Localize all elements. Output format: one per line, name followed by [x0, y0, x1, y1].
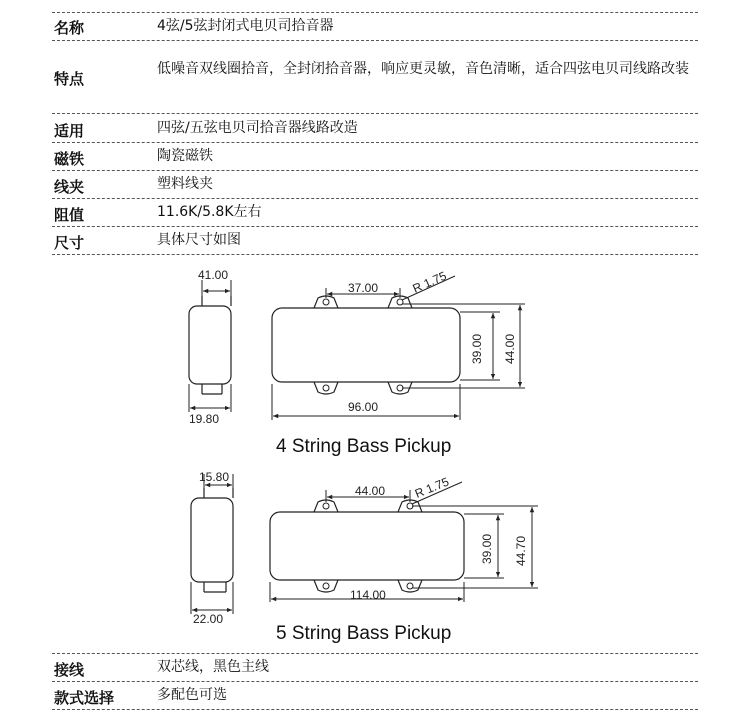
spec-label: 特点 [54, 70, 85, 88]
spec-value: 塑料线夹 [157, 176, 213, 192]
spec-value: 11.6K/5.8K左右 [157, 204, 262, 220]
spec-row-resistance [52, 199, 698, 227]
spec-row-wiring [52, 654, 698, 682]
spec-row-applicable [52, 114, 698, 143]
top-view-4-string [272, 276, 525, 420]
spec-label: 线夹 [54, 178, 85, 196]
dim-side-top-5: 15.80 [199, 470, 230, 484]
dim-outer-height-4: 44.00 [503, 333, 517, 364]
dim-inner-height-4: 39.00 [470, 333, 484, 364]
dim-hole-spacing-4: 37.00 [348, 281, 379, 295]
side-view-5-string [191, 474, 233, 614]
spec-row-name [52, 13, 698, 41]
dim-side-top-4: 41.00 [198, 268, 229, 282]
dim-length-5: 114.00 [350, 588, 386, 602]
caption-4-string: 4 String Bass Pickup [276, 436, 452, 457]
dim-outer-height-5: 44.70 [514, 535, 528, 566]
caption-5-string: 5 String Bass Pickup [276, 623, 452, 644]
dim-side-bottom-5: 22.00 [193, 612, 224, 626]
dim-inner-height-5: 39.00 [480, 533, 494, 564]
spec-row-magnet [52, 143, 698, 171]
spec-value: 双芯线，黑色主线 [157, 659, 269, 675]
dim-radius-5: R 1.75 [412, 474, 451, 501]
dim-hole-spacing-5: 44.00 [355, 484, 386, 498]
spec-label: 阻值 [54, 206, 85, 224]
spec-label: 款式选择 [54, 689, 115, 707]
spec-label: 接线 [54, 661, 85, 679]
dim-radius-4: R 1.75 [410, 268, 449, 296]
spec-value: 低噪音双线圈拾音，全封闭拾音器，响应更灵敏，音色清晰，适合四弦电贝司线路改装 [157, 61, 689, 77]
side-view-4-string [189, 280, 231, 412]
top-view-5-string [270, 482, 538, 602]
spec-value: 多配色可选 [157, 687, 227, 703]
spec-row-style [52, 682, 698, 710]
spec-row-size [52, 227, 698, 255]
spec-value: 陶瓷磁铁 [157, 148, 213, 164]
spec-label: 适用 [54, 122, 85, 140]
dim-side-bottom-4: 19.80 [189, 412, 220, 426]
spec-value: 4弦/5弦封闭式电贝司拾音器 [157, 18, 334, 34]
spec-value: 四弦/五弦电贝司拾音器线路改造 [157, 120, 358, 136]
spec-label: 尺寸 [54, 234, 85, 252]
spec-row-clip [52, 171, 698, 199]
spec-row-features [52, 41, 698, 114]
spec-value: 具体尺寸如图 [157, 232, 241, 248]
spec-label: 磁铁 [54, 150, 85, 168]
dim-length-4: 96.00 [348, 400, 379, 414]
spec-label: 名称 [54, 19, 85, 37]
